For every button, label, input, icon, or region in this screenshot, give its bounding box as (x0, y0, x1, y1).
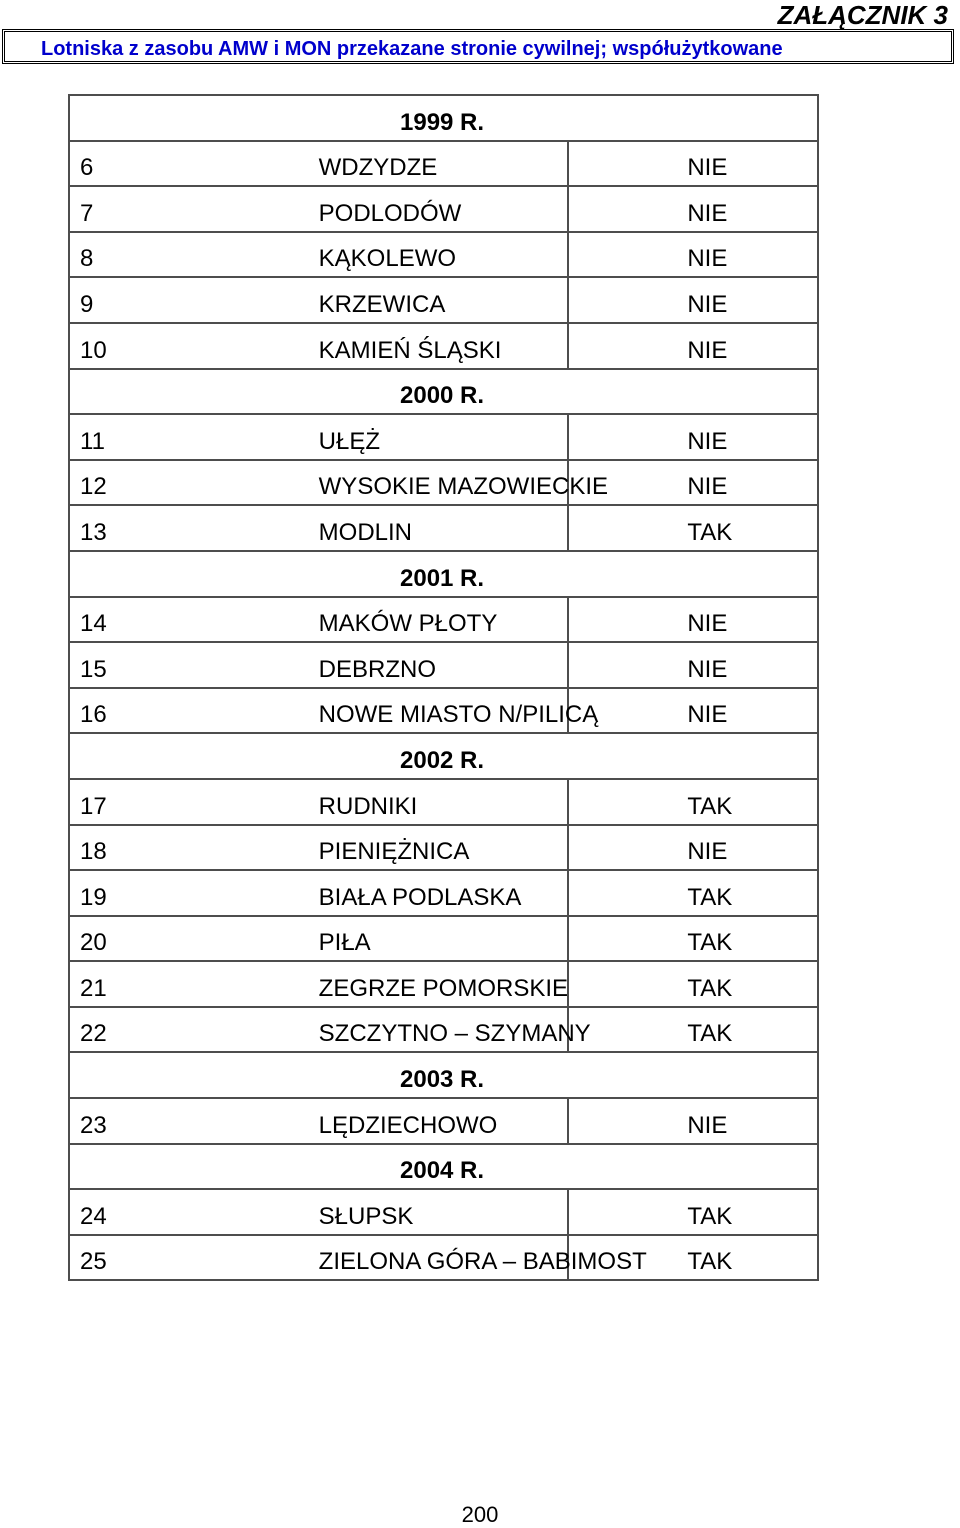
airfield-name: ZIELONA GÓRA – BABIMOST (319, 1235, 569, 1281)
table-row (69, 277, 818, 323)
airfield-name: SZCZYTNO – SZYMANY (319, 1007, 569, 1053)
table-row (69, 597, 818, 643)
table-row (69, 414, 818, 460)
airfield-number: 25 (69, 1235, 319, 1281)
airfield-number: 7 (69, 186, 319, 232)
airfield-number: 11 (69, 414, 319, 460)
airfield-number: 21 (69, 961, 319, 1007)
table-row (69, 232, 818, 278)
shared-use-status: NIE (568, 460, 818, 506)
airfield-number: 17 (69, 779, 319, 825)
airfield-number: 6 (69, 141, 319, 187)
year-row (69, 551, 818, 597)
year-heading: 2004 R. (69, 1144, 818, 1190)
airfield-name: DEBRZNO (319, 642, 569, 688)
shared-use-status: TAK (568, 916, 818, 962)
airfield-name: UŁĘŻ (319, 414, 569, 460)
airfield-number: 24 (69, 1189, 319, 1235)
table-row (69, 323, 818, 369)
airfield-number: 20 (69, 916, 319, 962)
shared-use-status: TAK (568, 1235, 818, 1281)
airfield-name: KĄKOLEWO (319, 232, 569, 278)
airfield-name: MODLIN (319, 505, 569, 551)
year-heading: 1999 R. (69, 95, 818, 141)
airfield-number: 9 (69, 277, 319, 323)
table-row (69, 1098, 818, 1144)
shared-use-status: TAK (568, 779, 818, 825)
shared-use-status: TAK (568, 961, 818, 1007)
shared-use-status: TAK (568, 1007, 818, 1053)
airfield-name: WYSOKIE MAZOWIECKIE (319, 460, 569, 506)
table-row (69, 688, 818, 734)
airfield-number: 23 (69, 1098, 319, 1144)
airfield-name: ZEGRZE POMORSKIE (319, 961, 569, 1007)
annex-label: ZAŁĄCZNIK 3 (777, 0, 948, 30)
airfield-number: 18 (69, 825, 319, 871)
airfield-name: PIŁA (319, 916, 569, 962)
shared-use-status: NIE (568, 825, 818, 871)
airfield-number: 13 (69, 505, 319, 551)
airfield-number: 14 (69, 597, 319, 643)
year-row (69, 1144, 818, 1190)
table-row (69, 825, 818, 871)
airfield-number: 19 (69, 870, 319, 916)
airfield-name: KAMIEŃ ŚLĄSKI (319, 323, 569, 369)
year-row (69, 369, 818, 415)
table-row (69, 141, 818, 187)
year-heading: 2002 R. (69, 733, 818, 779)
table-row (69, 505, 818, 551)
airfield-number: 8 (69, 232, 319, 278)
table-row (69, 916, 818, 962)
year-heading: 2003 R. (69, 1052, 818, 1098)
table-row (69, 1189, 818, 1235)
table-row (69, 460, 818, 506)
year-row (69, 733, 818, 779)
shared-use-status: TAK (568, 1189, 818, 1235)
table-row (69, 1007, 818, 1053)
table-row (69, 186, 818, 232)
document-title: Lotniska z zasobu AMW i MON przekazane stronie cywilnej; współużytkowane (41, 38, 783, 60)
page-number: 200 (461, 1502, 499, 1527)
airfield-name: PODLODÓW (319, 186, 569, 232)
shared-use-status: NIE (568, 141, 818, 187)
airfield-table-body (69, 95, 818, 1280)
shared-use-status: NIE (568, 414, 818, 460)
document-header-box (2, 29, 954, 64)
shared-use-status: NIE (568, 232, 818, 278)
airfield-number: 10 (69, 323, 319, 369)
airfield-name: MAKÓW PŁOTY (319, 597, 569, 643)
shared-use-status: NIE (568, 597, 818, 643)
airfield-name: PIENIĘŻNICA (319, 825, 569, 871)
airfield-number: 15 (69, 642, 319, 688)
table-row (69, 1235, 818, 1281)
airfield-name: LĘDZIECHOWO (319, 1098, 569, 1144)
year-row (69, 1052, 818, 1098)
shared-use-status: NIE (568, 688, 818, 734)
shared-use-status: TAK (568, 870, 818, 916)
shared-use-status: NIE (568, 277, 818, 323)
shared-use-status: TAK (568, 505, 818, 551)
airfield-number: 16 (69, 688, 319, 734)
table-row (69, 961, 818, 1007)
shared-use-status: NIE (568, 1098, 818, 1144)
table-row (69, 779, 818, 825)
airfield-name: WDZYDZE (319, 141, 569, 187)
airfield-name: KRZEWICA (319, 277, 569, 323)
airfield-name: RUDNIKI (319, 779, 569, 825)
airfield-table (68, 94, 819, 1281)
shared-use-status: NIE (568, 642, 818, 688)
table-row (69, 870, 818, 916)
airfield-name: SŁUPSK (319, 1189, 569, 1235)
year-heading: 2000 R. (69, 369, 818, 415)
table-row (69, 642, 818, 688)
shared-use-status: NIE (568, 323, 818, 369)
year-row (69, 95, 818, 141)
airfield-number: 22 (69, 1007, 319, 1053)
airfield-name: NOWE MIASTO N/PILICĄ (319, 688, 569, 734)
year-heading: 2001 R. (69, 551, 818, 597)
airfield-name: BIAŁA PODLASKA (319, 870, 569, 916)
airfield-number: 12 (69, 460, 319, 506)
shared-use-status: NIE (568, 186, 818, 232)
